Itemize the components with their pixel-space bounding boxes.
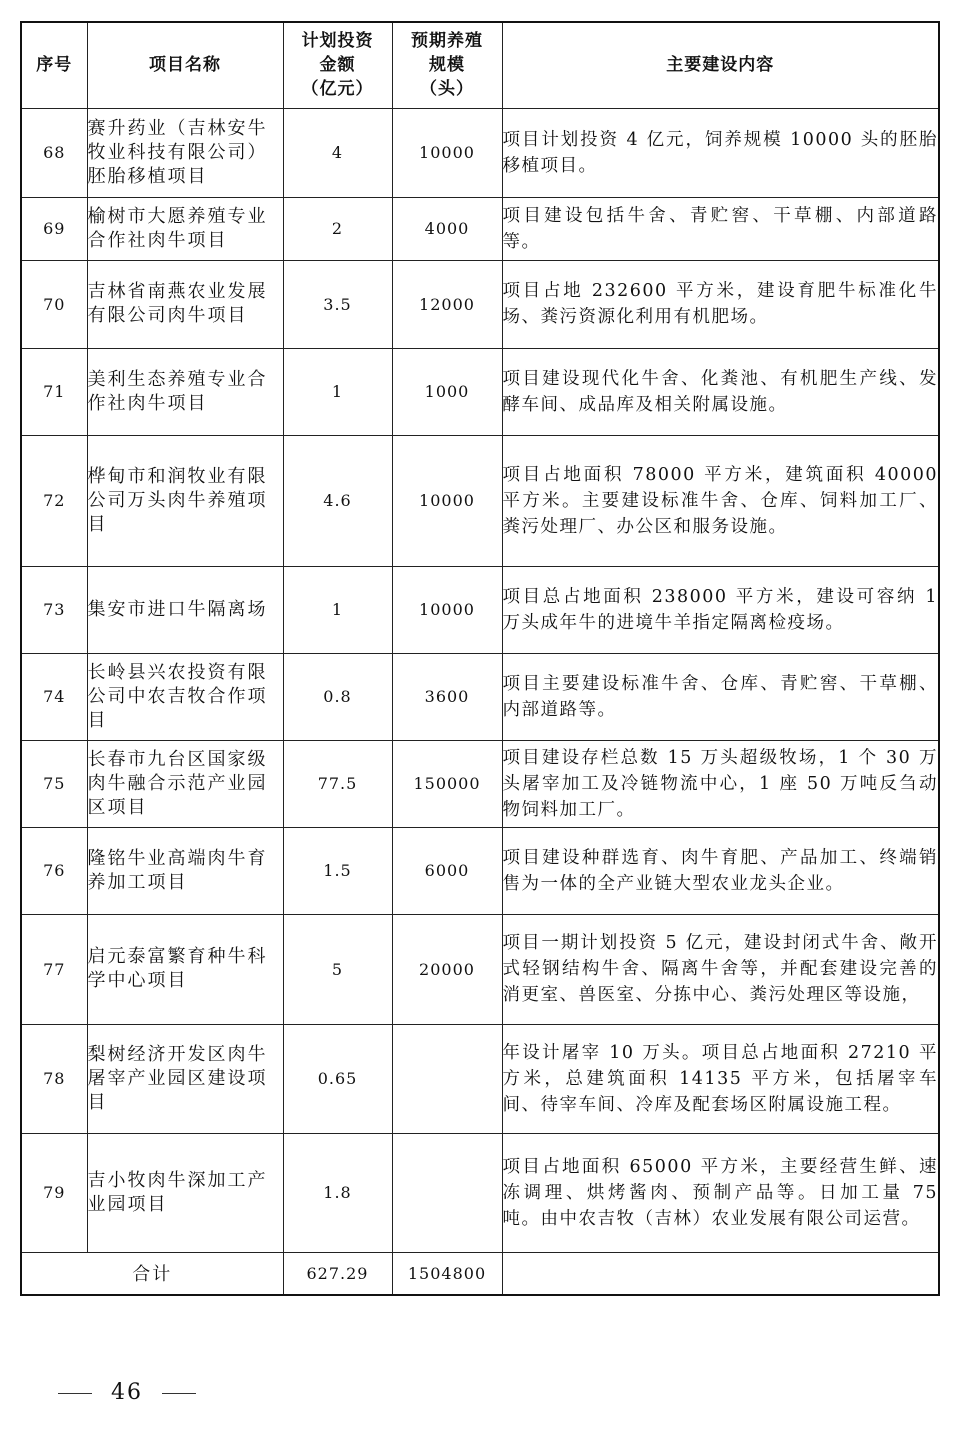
row-invest: 1.5 <box>283 827 392 914</box>
header-invest: 计划投资 金额 （亿元） <box>283 22 392 108</box>
table-row <box>21 827 939 914</box>
row-no: 72 <box>21 435 87 566</box>
row-invest: 4.6 <box>283 435 392 566</box>
row-no: 69 <box>21 197 87 260</box>
row-scale: 10000 <box>392 108 502 197</box>
row-content: 项目占地 232600 平方米，建设育肥牛标准化牛场、粪污资源化利用有机肥场。 <box>502 260 939 348</box>
row-invest: 2 <box>283 197 392 260</box>
row-no: 70 <box>21 260 87 348</box>
total-invest: 627.29 <box>283 1252 392 1295</box>
row-no: 74 <box>21 653 87 740</box>
row-name: 长岭县兴农投资有限公司中农吉牧合作项目 <box>87 653 283 740</box>
footer-dash-right <box>162 1393 196 1394</box>
table-row <box>21 1133 939 1252</box>
row-content: 项目计划投资 4 亿元，饲养规模 10000 头的胚胎移植项目。 <box>502 108 939 197</box>
row-content: 项目总占地面积 238000 平方米，建设可容纳 1 万头成年牛的进境牛羊指定隔离检疫场。 <box>502 566 939 653</box>
row-content: 项目建设包括牛舍、青贮窖、干草棚、内部道路等。 <box>502 197 939 260</box>
row-no: 73 <box>21 566 87 653</box>
row-scale: 10000 <box>392 435 502 566</box>
row-scale: 3600 <box>392 653 502 740</box>
row-no: 75 <box>21 740 87 827</box>
header-name: 项目名称 <box>87 22 283 108</box>
row-scale <box>392 1024 502 1133</box>
header-row <box>21 22 939 108</box>
row-scale: 150000 <box>392 740 502 827</box>
row-content: 项目主要建设标准牛舍、仓库、青贮窖、干草棚、内部道路等。 <box>502 653 939 740</box>
row-no: 71 <box>21 348 87 435</box>
table-row <box>21 260 939 348</box>
row-name: 隆铭牛业高端肉牛育养加工项目 <box>87 827 283 914</box>
table-row <box>21 740 939 827</box>
row-scale: 12000 <box>392 260 502 348</box>
row-no: 77 <box>21 914 87 1024</box>
row-scale: 10000 <box>392 566 502 653</box>
row-scale: 20000 <box>392 914 502 1024</box>
row-scale: 4000 <box>392 197 502 260</box>
row-name: 赛升药业（吉林安牛牧业科技有限公司）胚胎移植项目 <box>87 108 283 197</box>
row-invest: 5 <box>283 914 392 1024</box>
row-name: 吉林省南燕农业发展有限公司肉牛项目 <box>87 260 283 348</box>
row-scale: 1000 <box>392 348 502 435</box>
row-content: 项目一期计划投资 5 亿元，建设封闭式牛舍、敞开式轻钢结构牛舍、隔离牛舍等，并配套建设完善的消更室、兽医室、分拣中心、粪污处理区等设施， <box>502 914 939 1024</box>
total-content <box>502 1252 939 1295</box>
row-invest: 3.5 <box>283 260 392 348</box>
row-content: 项目占地面积 78000 平方米，建筑面积 40000 平方米。主要建设标准牛舍、仓库、饲料加工厂、粪污处理厂、办公区和服务设施。 <box>502 435 939 566</box>
row-name: 桦甸市和润牧业有限公司万头肉牛养殖项目 <box>87 435 283 566</box>
table-row <box>21 566 939 653</box>
row-scale <box>392 1133 502 1252</box>
row-invest: 1.8 <box>283 1133 392 1252</box>
total-scale: 1504800 <box>392 1252 502 1295</box>
row-content: 项目建设现代化牛舍、化粪池、有机肥生产线、发酵车间、成品库及相关附属设施。 <box>502 348 939 435</box>
row-scale: 6000 <box>392 827 502 914</box>
table-row <box>21 108 939 197</box>
row-content: 项目建设存栏总数 15 万头超级牧场，1 个 30 万头屠宰加工及冷链物流中心，1 座 50 万吨反刍动物饲料加工厂。 <box>502 740 939 827</box>
row-name: 美利生态养殖专业合作社肉牛项目 <box>87 348 283 435</box>
page-footer <box>48 1380 206 1405</box>
page-number: 46 <box>111 1380 143 1405</box>
table-row <box>21 1024 939 1133</box>
table-row <box>21 435 939 566</box>
row-name: 榆树市大愿养殖专业合作社肉牛项目 <box>87 197 283 260</box>
row-no: 68 <box>21 108 87 197</box>
row-invest: 1 <box>283 566 392 653</box>
project-table <box>20 21 940 1296</box>
row-content: 项目建设种群选育、肉牛育肥、产品加工、终端销售为一体的全产业链大型农业龙头企业。 <box>502 827 939 914</box>
table-row <box>21 914 939 1024</box>
row-invest: 77.5 <box>283 740 392 827</box>
row-name: 长春市九台区国家级肉牛融合示范产业园区项目 <box>87 740 283 827</box>
header-scale: 预期养殖 规模 （头） <box>392 22 502 108</box>
row-invest: 1 <box>283 348 392 435</box>
table-row <box>21 197 939 260</box>
row-name: 集安市进口牛隔离场 <box>87 566 283 653</box>
row-invest: 0.65 <box>283 1024 392 1133</box>
table-row <box>21 653 939 740</box>
row-invest: 4 <box>283 108 392 197</box>
row-name: 启元泰富繁育种牛科学中心项目 <box>87 914 283 1024</box>
header-content: 主要建设内容 <box>502 22 939 108</box>
row-name: 吉小牧肉牛深加工产业园项目 <box>87 1133 283 1252</box>
header-no: 序号 <box>21 22 87 108</box>
row-name: 梨树经济开发区肉牛屠宰产业园区建设项目 <box>87 1024 283 1133</box>
footer-dash-left <box>58 1393 92 1394</box>
total-row <box>21 1252 939 1295</box>
row-content: 年设计屠宰 10 万头。项目总占地面积 27210 平方米，总建筑面积 14135 平方米，包括屠宰车间、待宰车间、冷库及配套场区附属设施工程。 <box>502 1024 939 1133</box>
total-label: 合计 <box>21 1252 283 1295</box>
table-row <box>21 348 939 435</box>
row-no: 79 <box>21 1133 87 1252</box>
row-invest: 0.8 <box>283 653 392 740</box>
row-no: 78 <box>21 1024 87 1133</box>
row-no: 76 <box>21 827 87 914</box>
row-content: 项目占地面积 65000 平方米，主要经营生鲜、速冻调理、烘烤酱肉、预制产品等。日加工量 75 吨。由中农吉牧（吉林）农业发展有限公司运营。 <box>502 1133 939 1252</box>
